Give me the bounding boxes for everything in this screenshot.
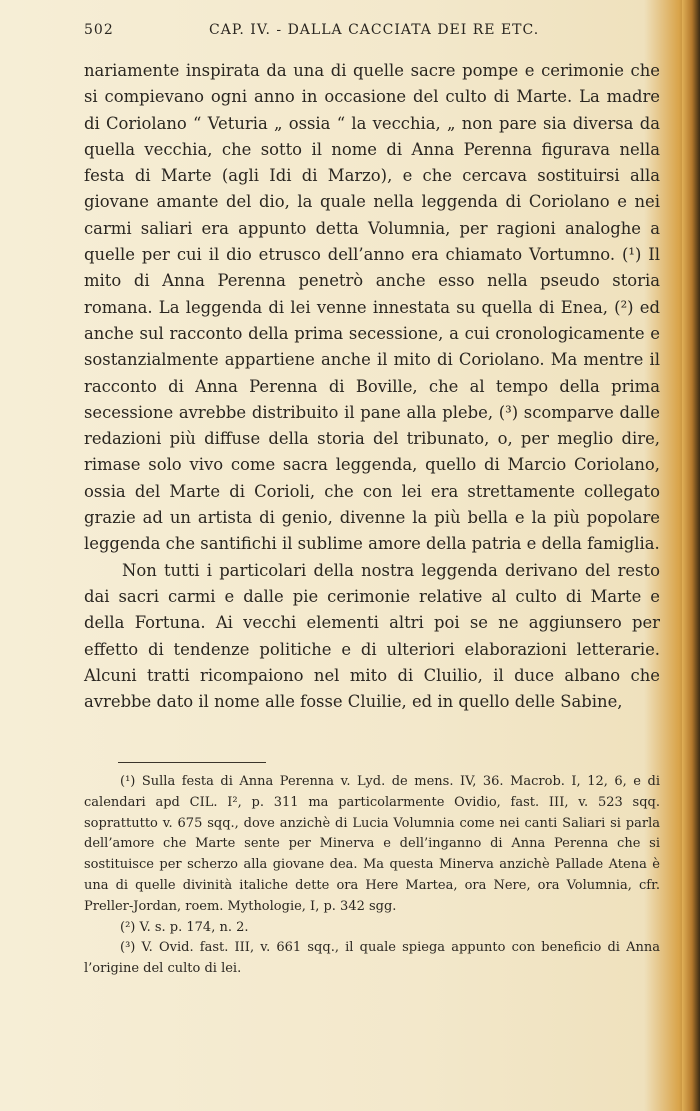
footnote-1: (¹) Sulla festa di Anna Perenna v. Lyd. de mens. IV, 36. Macrob. I, 12, 6, e di calendari apd CIL. I², p. 311 ma particolarmente Ovidio, fast. III, v. 523 sqq. soprattutto v. 675 sqq., dove anzichè di Lucia Volumnia come nei canti Saliari si parla dell’amore che Marte sente per Minerva e dell’inganno di Anna Perenna che si sostituisce per scherzo alla giovane dea. Ma questa Minerva anzichè Pallade Atena è una di quelle divinità italiche dette ora Here Martea, ora Nere, ora Volumnia, cfr. Preller-Jordan, roem. Mythologie, I, p. 342 sgg. — [84, 774, 660, 914]
footnote-2: (²) V. s. p. 174, n. 2. — [120, 919, 249, 935]
body-paragraph: nariamente inspirata da una di quelle sacre pompe e cerimonie che si compievano ogni anno in occasione del culto di Marte. La madre di Coriolano “ Veturia „ ossia “ la vecchia, „ non pare sia diversa da quella vecchia, che sotto il nome di Anna Perenna figurava nella festa di Marte (agli Idi di Marzo), e che cercava sostituirsi alla giovane amante del dio, la quale nella leggenda di Coriolano e nei carmi saliari era appunto detta Volumnia, per ragioni analoghe a quelle per cui il dio etrusco dell’anno era chiamato Vortumno. (¹) Il mito di Anna Perenna penetrò anche esso nella pseudo storia romana. La leggenda di lei venne innestata su quella di Enea, (²) ed anche sul racconto della prima secessione, a cui cronologicamente e sostanzialmente appartiene anche il mito di Coriolano. Ma mentre il racconto di Anna Perenna di Boville, che al tempo della prima secessione avrebbe distribuito il pane alla plebe, (³) scomparve dalle redazioni più diffuse della storia del tribunato, o, per meglio dire, rimase solo vivo come sacra leggenda, quello di Marcio Coriolano, ossia del Marte di Corioli, che con lei era strettamente collegato grazie ad un artista di genio, divenne la più bella e la più popolare leggenda che santifichi il sublime amore della patria e della famiglia. — [84, 61, 660, 554]
main-text — [84, 58, 660, 715]
footnote-3: (³) V. Ovid. fast. III, v. 661 sqq., il quale spiega appunto con beneficio di Anna l’origine del culto di lei. — [84, 940, 660, 977]
body-paragraph: Non tutti i particolari della nostra leggenda derivano del resto dai sacri carmi e dalle pie cerimonie relative al culto di Marte e della Fortuna. Ai vecchi elementi altri poi se ne aggiunsero per effetto di tendenze politiche e di ulteriori elaborazioni letterarie. Alcuni tratti ricompaiono nel mito di Cluilio, il duce albano che avrebbe dato il nome alle fosse Cluilie, ed in quello delle Sabine, — [84, 560, 660, 712]
footnotes — [84, 772, 660, 980]
page-number: 502 — [84, 22, 114, 38]
page-edge — [682, 0, 700, 1111]
footnote-divider — [118, 762, 266, 763]
running-header — [84, 22, 664, 44]
running-title: CAP. IV. - DALLA CACCIATA DEI RE ETC. — [209, 22, 540, 38]
